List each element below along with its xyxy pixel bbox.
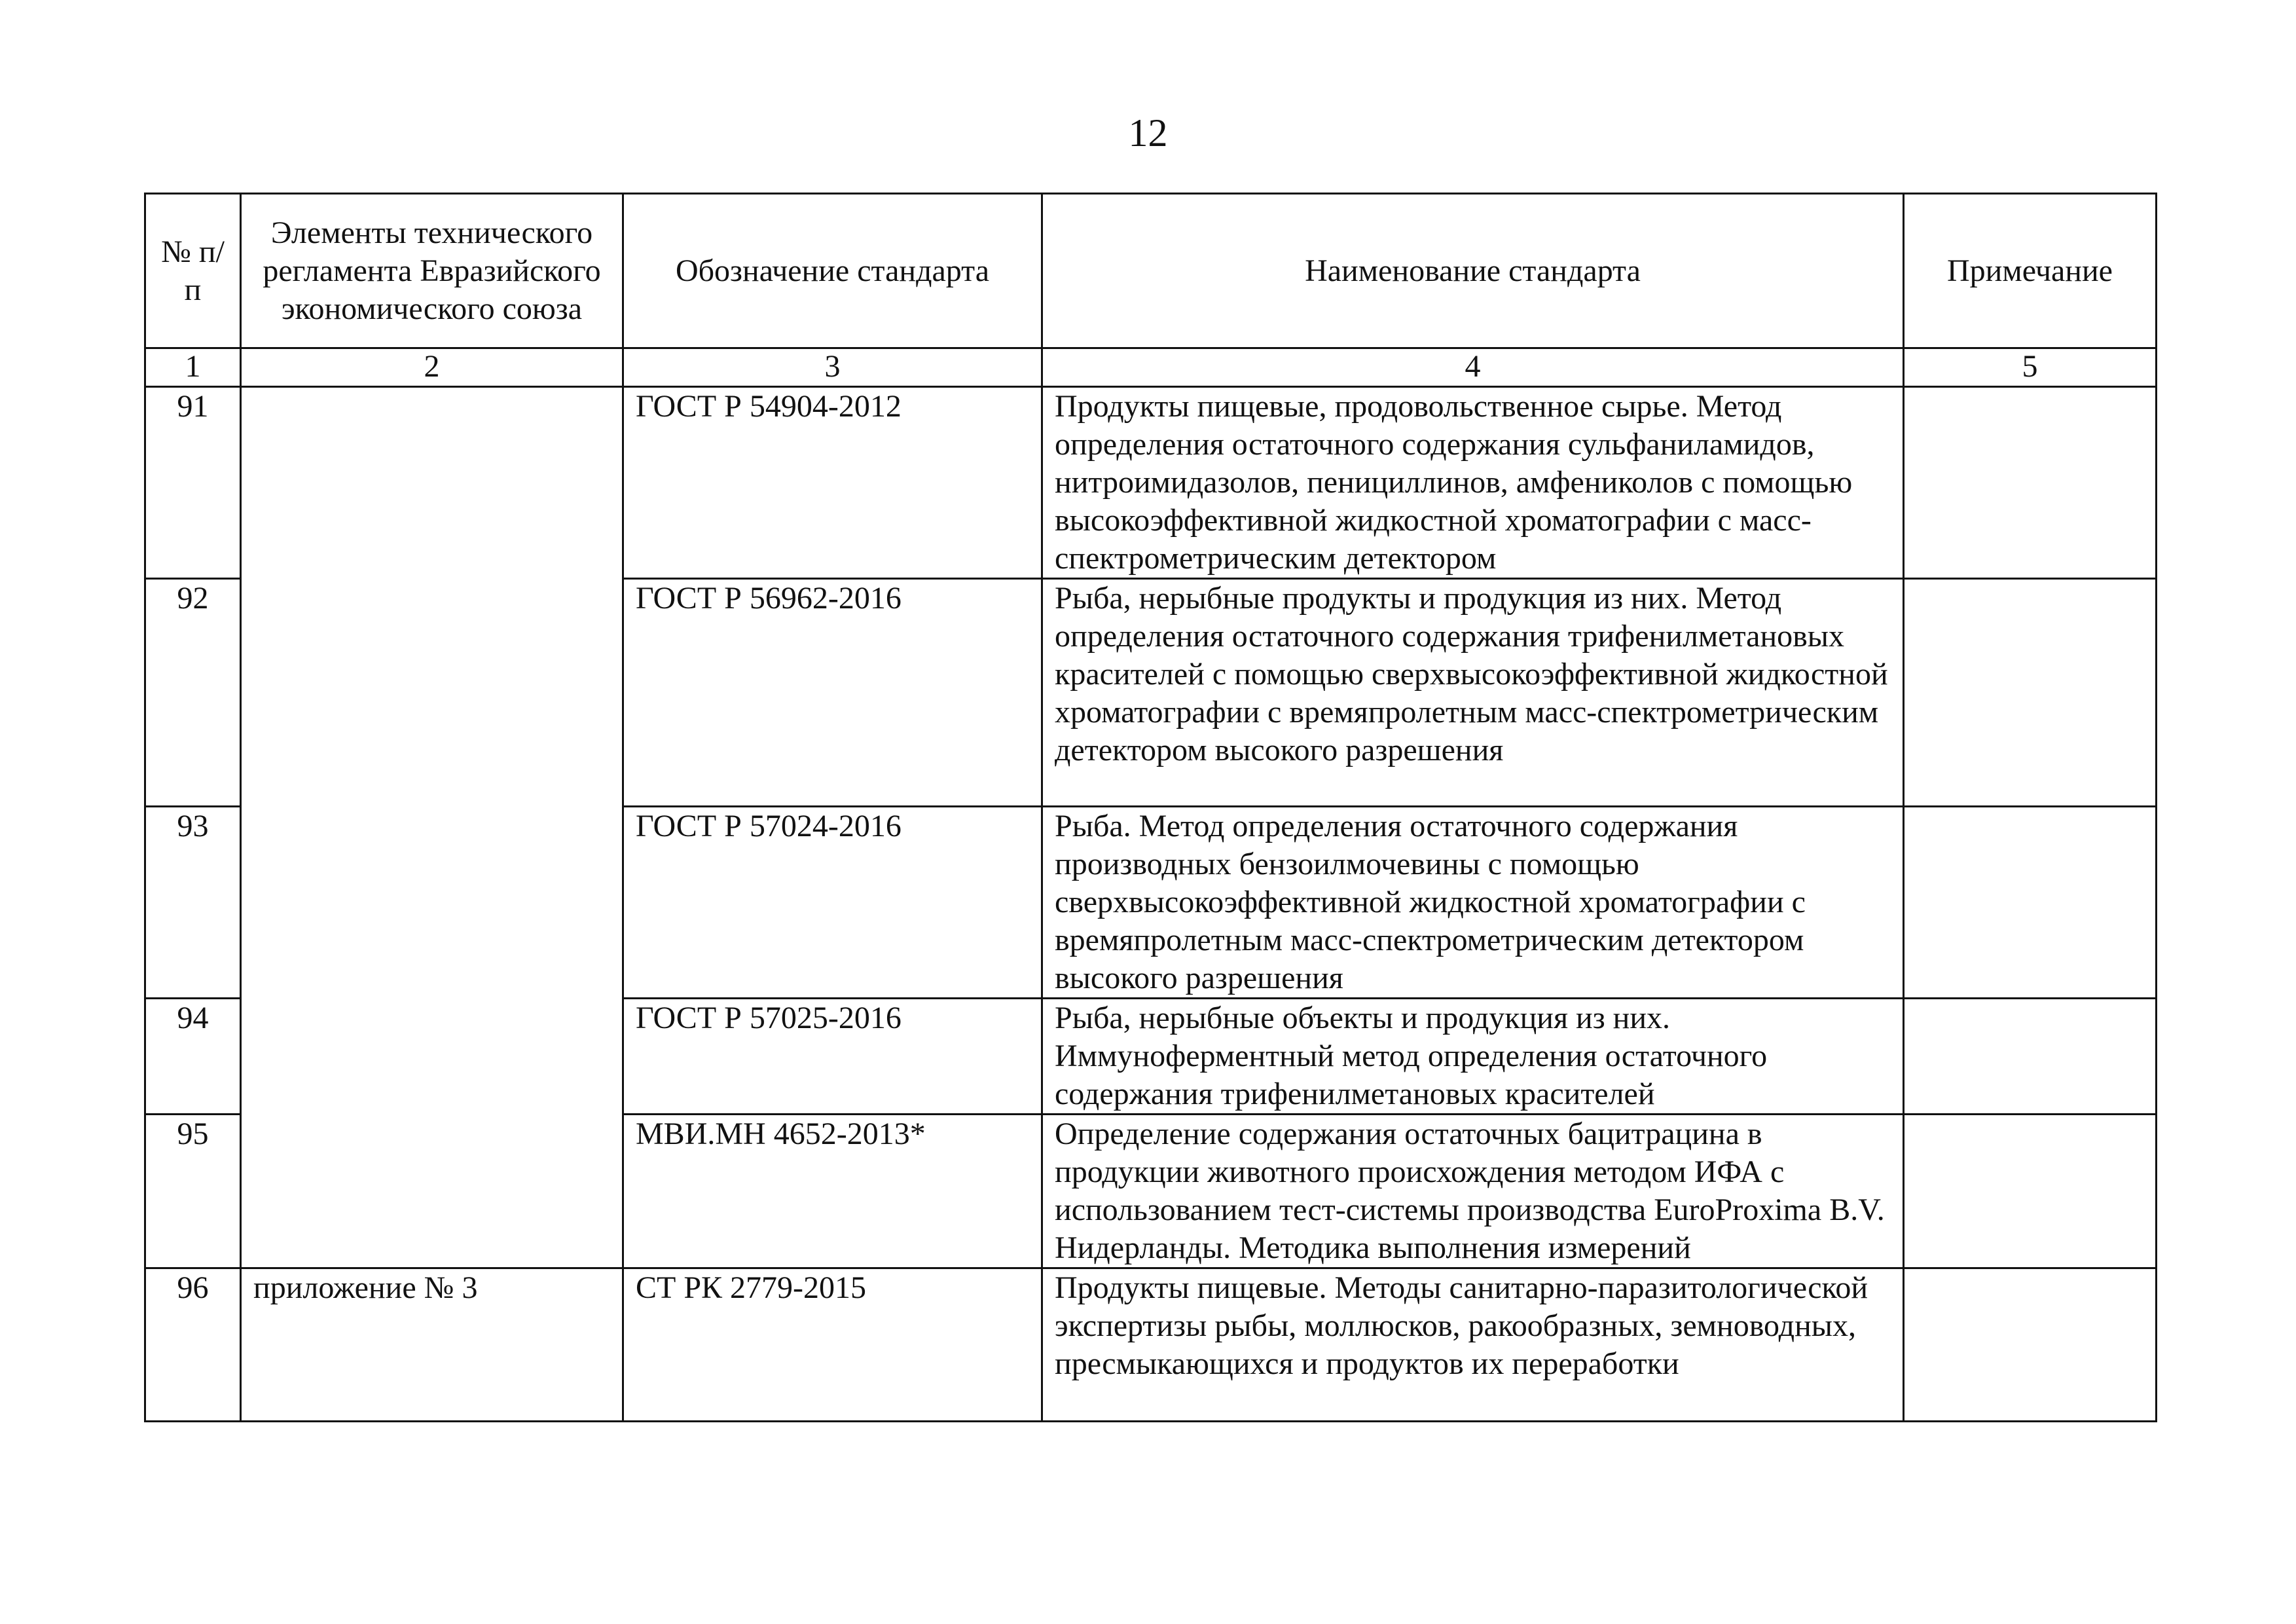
row-note — [1904, 999, 2157, 1115]
row-number: 91 — [145, 387, 241, 579]
table-row — [145, 1268, 2157, 1422]
row-designation: МВИ.МН 4652-2013* — [623, 1115, 1042, 1268]
row-number: 92 — [145, 579, 241, 807]
row-designation: СТ РК 2779-2015 — [623, 1268, 1042, 1422]
row-number: 96 — [145, 1268, 241, 1422]
header-designation: Обозначение стандарта — [623, 194, 1042, 348]
row-number: 93 — [145, 807, 241, 999]
row-note — [1904, 1268, 2157, 1422]
row-note — [1904, 579, 2157, 807]
row-name: Продукты пищевые. Методы санитарно-паразитологической экспертизы рыбы, моллюсков, ракообразных, земноводных, пресмыкающихся и продуктов их переработки — [1042, 1268, 1904, 1422]
row-note — [1904, 807, 2157, 999]
row-number: 95 — [145, 1115, 241, 1268]
header-elements: Элементы технического регламента Евразийского экономического союза — [241, 194, 623, 348]
row-designation: ГОСТ Р 54904-2012 — [623, 387, 1042, 579]
row-designation: ГОСТ Р 57025-2016 — [623, 999, 1042, 1115]
row-designation: ГОСТ Р 56962-2016 — [623, 579, 1042, 807]
row-number: 94 — [145, 999, 241, 1115]
row-name: Определение содержания остаточных бацитрацина в продукции животного происхождения методом ИФА с использованием тест-системы производства EuroProxima B.V. Нидерланды. Методика выполнения измерений — [1042, 1115, 1904, 1268]
row-designation: ГОСТ Р 57024-2016 — [623, 807, 1042, 999]
row-element: приложение № 3 — [241, 1268, 623, 1422]
row-name: Рыба, нерыбные объекты и продукция из них. Иммуноферментный метод определения остаточного содержания трифенилметановых красителей — [1042, 999, 1904, 1115]
column-number: 2 — [241, 348, 623, 387]
column-number: 5 — [1904, 348, 2157, 387]
header-note: Примечание — [1904, 194, 2157, 348]
table-header-row — [145, 194, 2157, 348]
column-number: 1 — [145, 348, 241, 387]
row-name: Продукты пищевые, продовольственное сырье. Метод определения остаточного содержания сульфаниламидов, нитроимидазолов, пенициллинов, амфениколов с помощью высокоэффективной жидкостной хроматографии с масс-спектрометрическим детектором — [1042, 387, 1904, 579]
column-number-row — [145, 348, 2157, 387]
row-name: Рыба, нерыбные продукты и продукция из них. Метод определения остаточного содержания трифенилметановых красителей с помощью сверхвысокоэффективной жидкостной хроматографии с времяпролетным масс-спектрометрическим детектором высокого разрешения — [1042, 579, 1904, 807]
row-note — [1904, 1115, 2157, 1268]
column-number: 3 — [623, 348, 1042, 387]
row-element — [241, 387, 623, 1268]
header-name: Наименование стандарта — [1042, 194, 1904, 348]
row-name: Рыба. Метод определения остаточного содержания производных бензоилмочевины с помощью сверхвысокоэффективной жидкостной хроматографии с времяпролетным масс-спектрометрическим детектором высокого разрешения — [1042, 807, 1904, 999]
row-note — [1904, 387, 2157, 579]
column-number: 4 — [1042, 348, 1904, 387]
table-row — [145, 387, 2157, 579]
page-number: 12 — [1128, 111, 1168, 155]
header-num: № п/п — [145, 194, 241, 348]
standards-table — [144, 193, 2157, 1422]
